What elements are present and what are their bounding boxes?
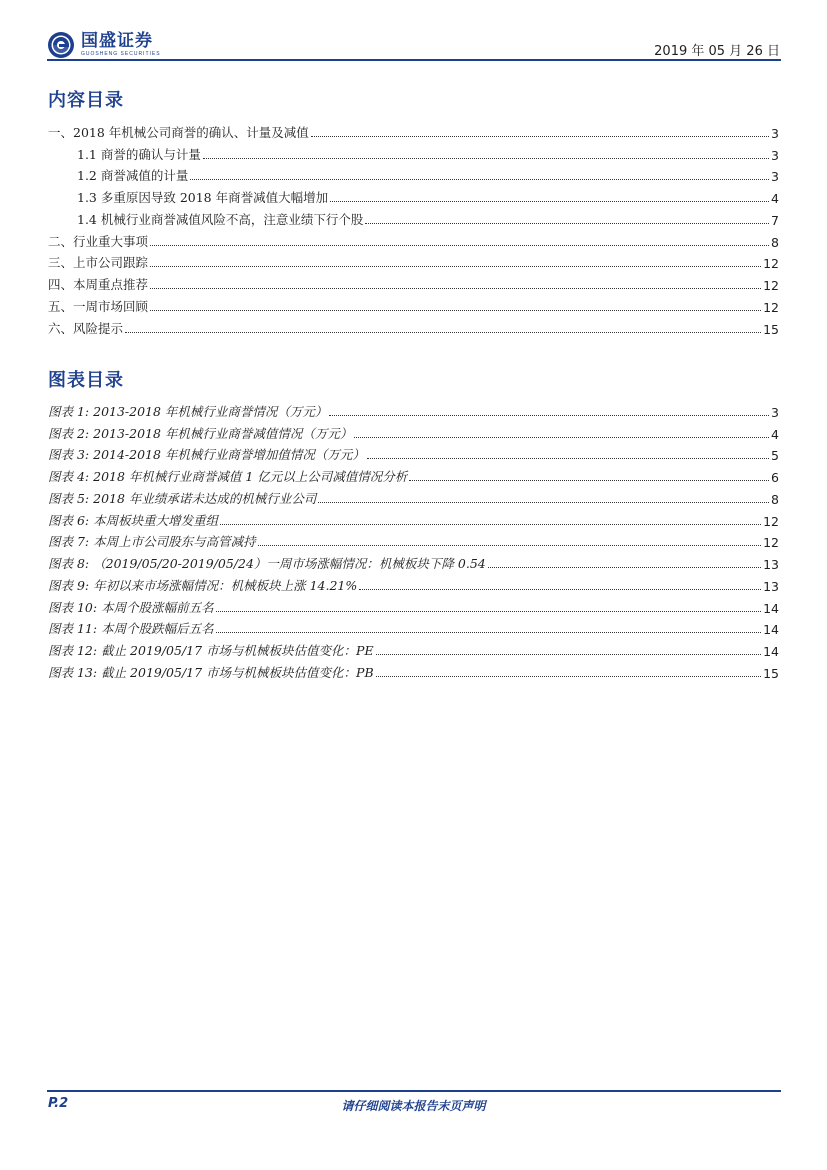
toc-entry-page: 4 bbox=[771, 191, 779, 206]
report-date: 2019 年 05 月 26 日 bbox=[654, 44, 780, 59]
toc-entry-label: 图表 8: （2019/05/20-2019/05/24）一周市场涨幅情况：机械板块下降 0.54 bbox=[48, 556, 486, 571]
toc-entry-label: 图表 7: 本周上市公司股东与高管减持 bbox=[48, 534, 256, 550]
page-number: P.2 bbox=[48, 1096, 69, 1111]
toc-entry-label: 1.3 多重原因导致 2018 年商誉减值大幅增加 bbox=[77, 190, 329, 205]
dot-leader bbox=[125, 331, 761, 333]
dot-leader bbox=[376, 653, 762, 655]
toc-entry-page: 14 bbox=[763, 600, 779, 616]
toc-entry-page: 4 bbox=[771, 426, 779, 442]
toc-entry[interactable] bbox=[48, 616, 779, 638]
dot-leader bbox=[150, 265, 761, 267]
toc-entry[interactable] bbox=[48, 184, 779, 206]
toc-entry-page: 14 bbox=[763, 644, 779, 659]
toc-entry[interactable] bbox=[48, 315, 779, 337]
figures-list bbox=[48, 398, 779, 681]
toc-entry-page: 3 bbox=[771, 125, 779, 141]
contents-list bbox=[48, 119, 779, 337]
dot-leader bbox=[359, 588, 761, 590]
dot-leader bbox=[409, 479, 769, 481]
toc-entry-label: 1.1 商誉的确认与计量 bbox=[77, 146, 201, 162]
toc-entry[interactable] bbox=[48, 228, 779, 250]
toc-entry-label: 1.2 商誉减值的计量 bbox=[77, 168, 189, 184]
dot-leader bbox=[365, 222, 769, 224]
toc-entry-label: 图表 10: 本周个股涨幅前五名 bbox=[48, 599, 214, 615]
dot-leader bbox=[190, 178, 769, 180]
toc-entry-label: 六、风险提示 bbox=[48, 320, 124, 336]
toc-entry[interactable] bbox=[48, 293, 779, 315]
toc-entry-label: 图表 9: 年初以来市场涨幅情况：机械板块上涨 14.21% bbox=[48, 577, 358, 593]
toc-entry[interactable] bbox=[48, 163, 779, 185]
toc-entry-page: 8 bbox=[771, 234, 779, 250]
toc-entry-page: 13 bbox=[763, 578, 779, 594]
toc-entry[interactable] bbox=[48, 250, 779, 272]
dot-leader bbox=[376, 675, 761, 677]
toc-entry-page: 3 bbox=[771, 147, 779, 163]
toc-entry-page: 13 bbox=[763, 557, 779, 572]
toc-entry-label: 1.4 机械行业商誉减值风险不高，注意业绩下行个股 bbox=[77, 211, 364, 227]
toc-entry-label: 四、本周重点推荐 bbox=[48, 277, 149, 292]
toc-entry[interactable] bbox=[48, 550, 779, 572]
toc-entry[interactable] bbox=[48, 119, 779, 141]
toc-entry[interactable] bbox=[48, 594, 779, 616]
toc-entry-page: 6 bbox=[771, 470, 779, 485]
toc-entry[interactable] bbox=[48, 507, 779, 529]
dot-leader bbox=[488, 566, 761, 568]
toc-entry-page: 12 bbox=[763, 513, 779, 529]
toc-entry-page: 15 bbox=[763, 321, 779, 337]
toc-entry-label: 图表 5: 2018 年业绩承诺未达成的机械行业公司 bbox=[48, 490, 317, 506]
company-logo bbox=[47, 28, 161, 62]
toc-entry-page: 12 bbox=[763, 278, 779, 293]
toc-entry[interactable] bbox=[48, 206, 779, 228]
dot-leader bbox=[220, 523, 761, 525]
toc-entry-label: 一、2018 年机械公司商誉的确认、计量及减值 bbox=[48, 124, 309, 140]
dot-leader bbox=[203, 157, 769, 159]
guosheng-logo-icon bbox=[47, 31, 75, 59]
dot-leader bbox=[318, 501, 769, 503]
toc-entry-label: 二、行业重大事项 bbox=[48, 233, 149, 249]
toc-entry-label: 图表 3: 2014-2018 年机械行业商誉增加值情况（万元） bbox=[48, 447, 365, 463]
toc-entry[interactable] bbox=[48, 420, 779, 442]
toc-entry[interactable] bbox=[48, 271, 779, 293]
toc-entry-page: 15 bbox=[763, 665, 779, 681]
dot-leader bbox=[367, 457, 769, 459]
toc-entry[interactable] bbox=[48, 141, 779, 163]
brand-name: 国盛证券 bbox=[81, 31, 153, 51]
toc-entry-page: 3 bbox=[771, 169, 779, 185]
brand-name-en: GUOSHENG SECURITIES bbox=[81, 51, 161, 57]
toc-entry-label: 五、一周市场回顾 bbox=[48, 298, 149, 314]
toc-entry[interactable] bbox=[48, 398, 779, 420]
toc-entry[interactable] bbox=[48, 659, 779, 681]
toc-entry[interactable] bbox=[48, 572, 779, 594]
header-divider bbox=[47, 59, 781, 61]
contents-title: 内容目录 bbox=[48, 90, 124, 111]
toc-entry-page: 12 bbox=[763, 535, 779, 551]
dot-leader bbox=[150, 244, 769, 246]
dot-leader bbox=[150, 287, 761, 289]
toc-entry-label: 图表 4: 2018 年机械行业商誉减值 1 亿元以上公司减值情况分析 bbox=[48, 469, 408, 484]
dot-leader bbox=[216, 631, 762, 633]
toc-entry-page: 5 bbox=[771, 448, 779, 464]
footer-divider bbox=[47, 1090, 781, 1092]
dot-leader bbox=[216, 610, 762, 612]
dot-leader bbox=[311, 135, 769, 137]
toc-entry-label: 图表 2: 2013-2018 年机械行业商誉减值情况（万元） bbox=[48, 425, 353, 441]
toc-entry-label: 三、上市公司跟踪 bbox=[48, 255, 149, 271]
toc-entry-page: 12 bbox=[763, 299, 779, 315]
toc-entry[interactable] bbox=[48, 442, 779, 464]
dot-leader bbox=[354, 436, 769, 438]
toc-entry-label: 图表 12: 截止 2019/05/17 市场与机械板块估值变化：PE bbox=[48, 643, 374, 658]
toc-entry-label: 图表 6: 本周板块重大增发重组 bbox=[48, 512, 219, 528]
toc-entry[interactable] bbox=[48, 463, 779, 485]
figures-title: 图表目录 bbox=[48, 370, 124, 391]
dot-leader bbox=[150, 309, 761, 311]
toc-entry-page: 8 bbox=[771, 491, 779, 507]
dot-leader bbox=[330, 200, 769, 202]
toc-entry-label: 图表 1: 2013-2018 年机械行业商誉情况（万元） bbox=[48, 403, 328, 419]
disclaimer-note: 请仔细阅读本报告末页声明 bbox=[341, 1099, 486, 1113]
toc-entry-label: 图表 11: 本周个股跌幅后五名 bbox=[48, 621, 214, 637]
toc-entry[interactable] bbox=[48, 529, 779, 551]
toc-entry[interactable] bbox=[48, 637, 779, 659]
toc-entry-page: 14 bbox=[763, 622, 779, 638]
dot-leader bbox=[329, 414, 769, 416]
toc-entry-page: 7 bbox=[771, 212, 779, 228]
dot-leader bbox=[258, 544, 761, 546]
toc-entry-page: 12 bbox=[763, 256, 779, 272]
toc-entry-page: 3 bbox=[771, 404, 779, 420]
toc-entry[interactable] bbox=[48, 485, 779, 507]
toc-entry-label: 图表 13: 截止 2019/05/17 市场与机械板块估值变化：PB bbox=[48, 664, 374, 680]
